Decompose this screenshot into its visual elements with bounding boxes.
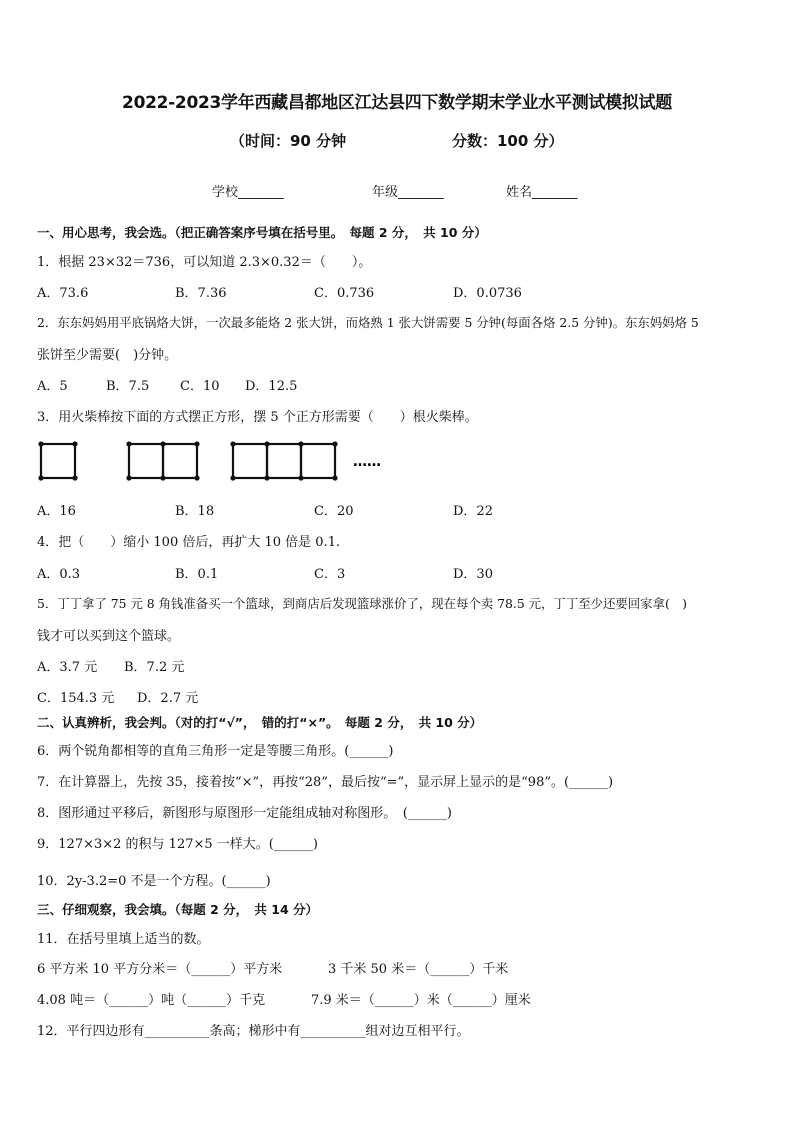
question-4: 4．把（ ）缩小 100 倍后，再扩大 10 倍是 0.1. <box>37 535 341 550</box>
question-1: 1．根据 23×32＝736，可以知道 2.3×0.32＝（ ）。 <box>37 255 372 270</box>
q2-option-c: C．10 <box>180 379 220 394</box>
q4-option-d: D．30 <box>453 567 493 582</box>
q11-item-d: 7.9 米＝（______）米（______）厘米 <box>311 993 531 1008</box>
question-5-line-1: 5．丁丁拿了 75 元 8 角钱准备买一个篮球，到商店后发现篮球涨价了，现在每个卖 78.5 元，丁丁至少还要回家拿( ) <box>37 596 687 611</box>
q3-option-c: C．20 <box>314 504 354 519</box>
figure-ellipsis: …… <box>353 454 381 470</box>
q11-item-a: 6 平方米 10 平方分米＝（______）平方米 <box>37 962 283 977</box>
grade-field: 年级_______ <box>372 185 444 200</box>
question-8: 8．图形通过平移后，新图形与原图形一定能组成轴对称图形。 (______) <box>37 806 452 821</box>
exam-time: （时间：90 分钟 <box>230 132 347 150</box>
question-7: 7．在计算器上，先按 35，接着按“×”，再按“28”，最后按“=”，显示屏上显示的是“98”。(______) <box>37 775 614 790</box>
q2-option-a: A．5 <box>37 379 68 394</box>
question-2-line-2: 张饼至少需要( )分钟。 <box>37 348 178 363</box>
exam-score: 分数：100 分） <box>452 132 564 150</box>
q5-option-c: C．154.3 元 <box>37 691 115 706</box>
q1-option-a: A．73.6 <box>37 286 89 301</box>
section-3-heading: 三、仔细观察，我会填。（每题 2 分， 共 14 分） <box>37 902 319 917</box>
question-9: 9．127×3×2 的积与 127×5 一样大。(______) <box>37 837 318 852</box>
two-squares-group <box>129 444 197 478</box>
question-11: 11．在括号里填上适当的数。 <box>37 932 210 947</box>
q11-item-c: 4.08 吨＝（______）吨（______）千克 <box>37 993 266 1008</box>
name-field: 姓名_______ <box>506 185 578 200</box>
matchstick-squares-figure <box>37 438 397 484</box>
section-1-heading: 一、用心思考，我会选。（把正确答案序号填在括号里。 每题 2 分， 共 10 分） <box>37 225 487 240</box>
question-12: 12．平行四边形有__________条高；梯形中有__________组对边互相平行。 <box>37 1024 470 1039</box>
q3-option-d: D．22 <box>453 504 493 519</box>
section-2-heading: 二、认真辨析，我会判。（对的打“√”， 错的打“×”。 每题 2 分， 共 10 分） <box>37 715 483 730</box>
q5-option-a: A．3.7 元 <box>37 660 98 675</box>
question-3: 3．用火柴棒按下面的方式摆正方形，摆 5 个正方形需要（ ）根火柴棒。 <box>37 410 478 425</box>
question-6: 6．两个锐角都相等的直角三角形一定是等腰三角形。(______) <box>37 744 394 759</box>
q1-option-c: C．0.736 <box>314 286 375 301</box>
q4-option-b: B．0.1 <box>175 567 219 582</box>
q3-option-a: A．16 <box>37 504 76 519</box>
one-square-group <box>41 444 75 478</box>
three-squares-group <box>233 444 335 478</box>
q5-option-b: B．7.2 元 <box>124 660 185 675</box>
page-title: 2022-2023学年西藏昌都地区江达县四下数学期末学业水平测试模拟试题 <box>122 93 672 113</box>
question-2-line-1: 2．东东妈妈用平底锅烙大饼，一次最多能烙 2 张大饼，而烙熟 1 张大饼需要 5 分钟(每面各烙 2.5 分钟)。东东妈妈烙 5 <box>37 315 699 330</box>
school-field: 学校_______ <box>212 185 284 200</box>
question-5-line-2: 钱才可以买到这个篮球。 <box>37 629 181 644</box>
q5-option-d: D．2.7 元 <box>137 691 199 706</box>
q1-option-b: B．7.36 <box>175 286 227 301</box>
q2-option-b: B．7.5 <box>106 379 150 394</box>
q11-item-b: 3 千米 50 米＝（______）千米 <box>328 962 509 977</box>
q3-option-b: B．18 <box>175 504 215 519</box>
q2-option-d: D．12.5 <box>245 379 298 394</box>
q4-option-c: C．3 <box>314 567 346 582</box>
q4-option-a: A．0.3 <box>37 567 81 582</box>
q1-option-d: D．0.0736 <box>453 286 522 301</box>
question-10: 10．2y-3.2=0 不是一个方程。(______) <box>37 874 271 889</box>
